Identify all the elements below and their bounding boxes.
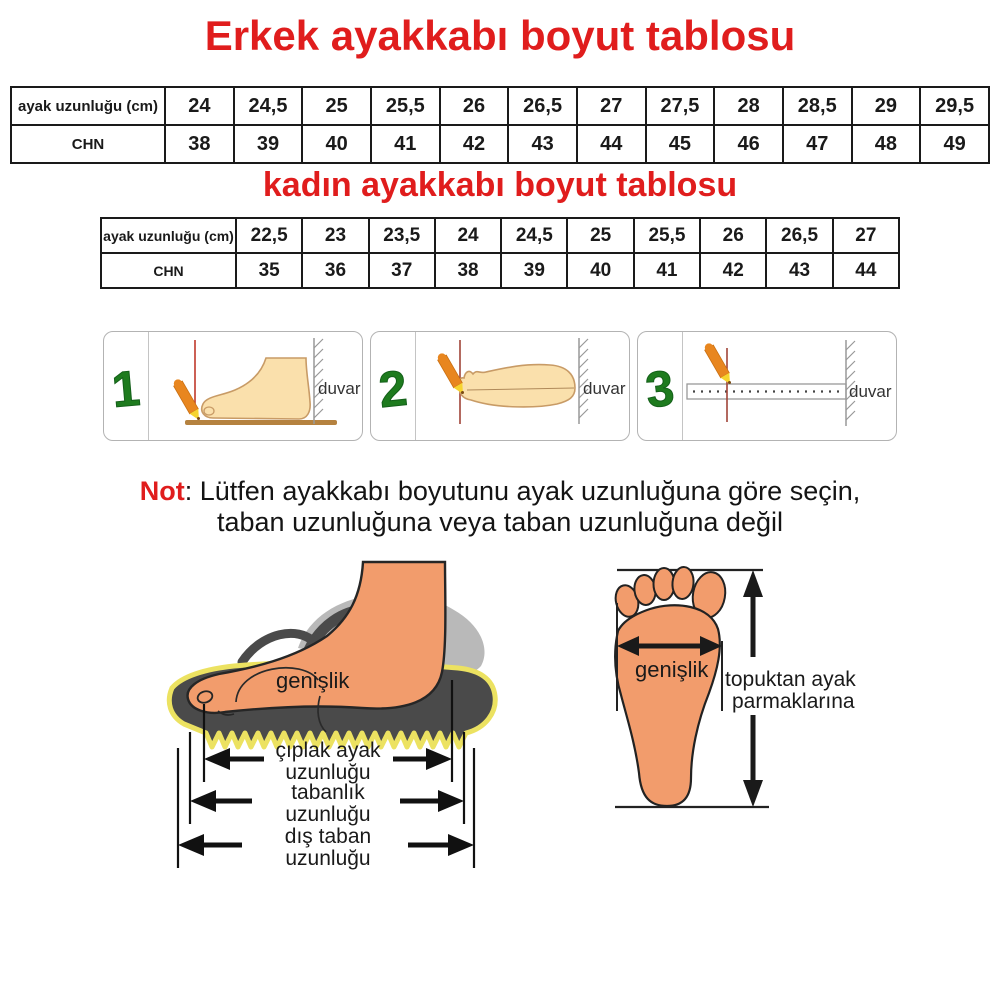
men-size-table (10, 86, 990, 164)
size-cell: 40 (567, 253, 633, 288)
step-number-art (104, 335, 148, 437)
size-cell: 29 (852, 87, 921, 125)
size-cell: 26,5 (766, 218, 832, 253)
size-cell: 44 (833, 253, 899, 288)
width-label: genişlik (276, 668, 350, 693)
outsole-length-label2: uzunluğu (285, 847, 371, 870)
size-cell: 28 (714, 87, 783, 125)
arrow-head-right (426, 748, 452, 770)
size-cell: 26 (700, 218, 766, 253)
step-number: 2 (376, 359, 410, 419)
note-label: Not (139, 476, 185, 506)
step-number: 1 (109, 359, 143, 419)
step-number-art (371, 335, 415, 437)
size-cell: 24,5 (501, 218, 567, 253)
size-cell: 29,5 (920, 87, 989, 125)
note-line1: : Lütfen ayakkabı boyutunu ayak uzunluğuna göre seçin, (184, 476, 861, 506)
arrow-head-right (438, 790, 464, 812)
heel-to-toe-label: topuktan ayak (725, 668, 856, 691)
step-number-box (371, 332, 416, 440)
note (0, 476, 1000, 538)
size-cell: 39 (501, 253, 567, 288)
size-cell: 28,5 (783, 87, 852, 125)
size-cell: 40 (302, 125, 371, 163)
foot-top-shape (459, 365, 575, 407)
heel-to-toe-label2: parmaklarına (732, 690, 855, 713)
size-cell: 24,5 (234, 87, 303, 125)
wall-label: duvar (583, 379, 626, 398)
size-cell: 27 (833, 218, 899, 253)
size-cell: 48 (852, 125, 921, 163)
table-row (11, 125, 989, 163)
toe-shape (654, 568, 675, 600)
size-cell: 42 (700, 253, 766, 288)
size-cell: 38 (435, 253, 501, 288)
measurement-steps (0, 331, 1000, 441)
step-illustration-1 (149, 332, 362, 440)
size-cell: 25 (567, 218, 633, 253)
barefoot-length-label: çıplak ayak (275, 739, 381, 762)
size-cell: 27,5 (646, 87, 715, 125)
measure-step-panel-1 (103, 331, 363, 441)
size-cell: 42 (440, 125, 509, 163)
size-cell: 23 (302, 218, 368, 253)
top-foot-measure-art (416, 332, 628, 437)
size-cell: 35 (236, 253, 302, 288)
size-cell: 26 (440, 87, 509, 125)
outsole-length-label: dış taban (284, 825, 372, 848)
arrow-head-right (448, 834, 474, 856)
size-cell: 45 (646, 125, 715, 163)
size-cell: 25 (302, 87, 371, 125)
women-size-table (100, 217, 900, 289)
size-cell: 26,5 (508, 87, 577, 125)
wall-label: duvar (318, 379, 361, 398)
size-cell: 39 (234, 125, 303, 163)
women-table-title: kadın ayakkabı boyut tablosu (262, 166, 738, 204)
size-cell: 38 (165, 125, 234, 163)
step-illustration-2 (416, 332, 629, 440)
size-cell: 24 (165, 87, 234, 125)
wall-label: duvar (849, 382, 892, 401)
step-number-box (104, 332, 149, 440)
size-cell: 47 (783, 125, 852, 163)
row-header-cell: ayak uzunluğu (cm) (101, 218, 236, 253)
size-cell: 25,5 (371, 87, 440, 125)
arrow-head-down (743, 780, 763, 807)
measure-step-panel-3 (637, 331, 897, 441)
size-cell: 27 (577, 87, 646, 125)
toe-shape (671, 566, 695, 600)
table-row (11, 87, 989, 125)
row-header-cell: ayak uzunluğu (cm) (11, 87, 165, 125)
row-header-cell: CHN (11, 125, 165, 163)
men-table-title: Erkek ayakkabı boyut tablosu (204, 12, 796, 59)
side-foot-measure-art (149, 332, 361, 437)
size-cell: 41 (371, 125, 440, 163)
pencil-icon (174, 379, 200, 420)
foot-side-shape (202, 358, 310, 419)
arrow-head-left (178, 834, 204, 856)
step-number-art (638, 335, 682, 437)
foot-length-diagram (150, 556, 520, 896)
size-cell: 44 (577, 125, 646, 163)
row-header-cell: CHN (101, 253, 236, 288)
size-cell: 24 (435, 218, 501, 253)
size-cell: 37 (369, 253, 435, 288)
arrow-head-up (743, 570, 763, 597)
size-cell: 22,5 (236, 218, 302, 253)
step-number-box (638, 332, 683, 440)
size-cell: 43 (766, 253, 832, 288)
insole-length-label2: uzunluğu (285, 803, 371, 826)
size-cell: 43 (508, 125, 577, 163)
insole-length-label: tabanlık (291, 781, 365, 804)
size-cell: 36 (302, 253, 368, 288)
footprint-diagram (585, 553, 915, 825)
measure-step-panel-2 (370, 331, 630, 441)
size-cell: 49 (920, 125, 989, 163)
step-number: 3 (642, 359, 678, 419)
table-row (101, 253, 899, 288)
size-cell: 25,5 (634, 218, 700, 253)
ruler-measure-art (683, 332, 895, 437)
step-illustration-3 (683, 332, 896, 440)
arrow-head-left (204, 748, 230, 770)
size-cell: 46 (714, 125, 783, 163)
footprint-sole-shape (615, 605, 720, 806)
width-label: genişlik (635, 657, 709, 682)
note-line2: taban uzunluğuna veya taban uzunluğuna değil (217, 507, 783, 537)
size-cell: 41 (634, 253, 700, 288)
table-row (101, 218, 899, 253)
size-cell: 23,5 (369, 218, 435, 253)
barefoot-length-label2: uzunluğu (285, 761, 371, 784)
wall-hatching (846, 341, 855, 420)
arrow-head-left (190, 790, 216, 812)
